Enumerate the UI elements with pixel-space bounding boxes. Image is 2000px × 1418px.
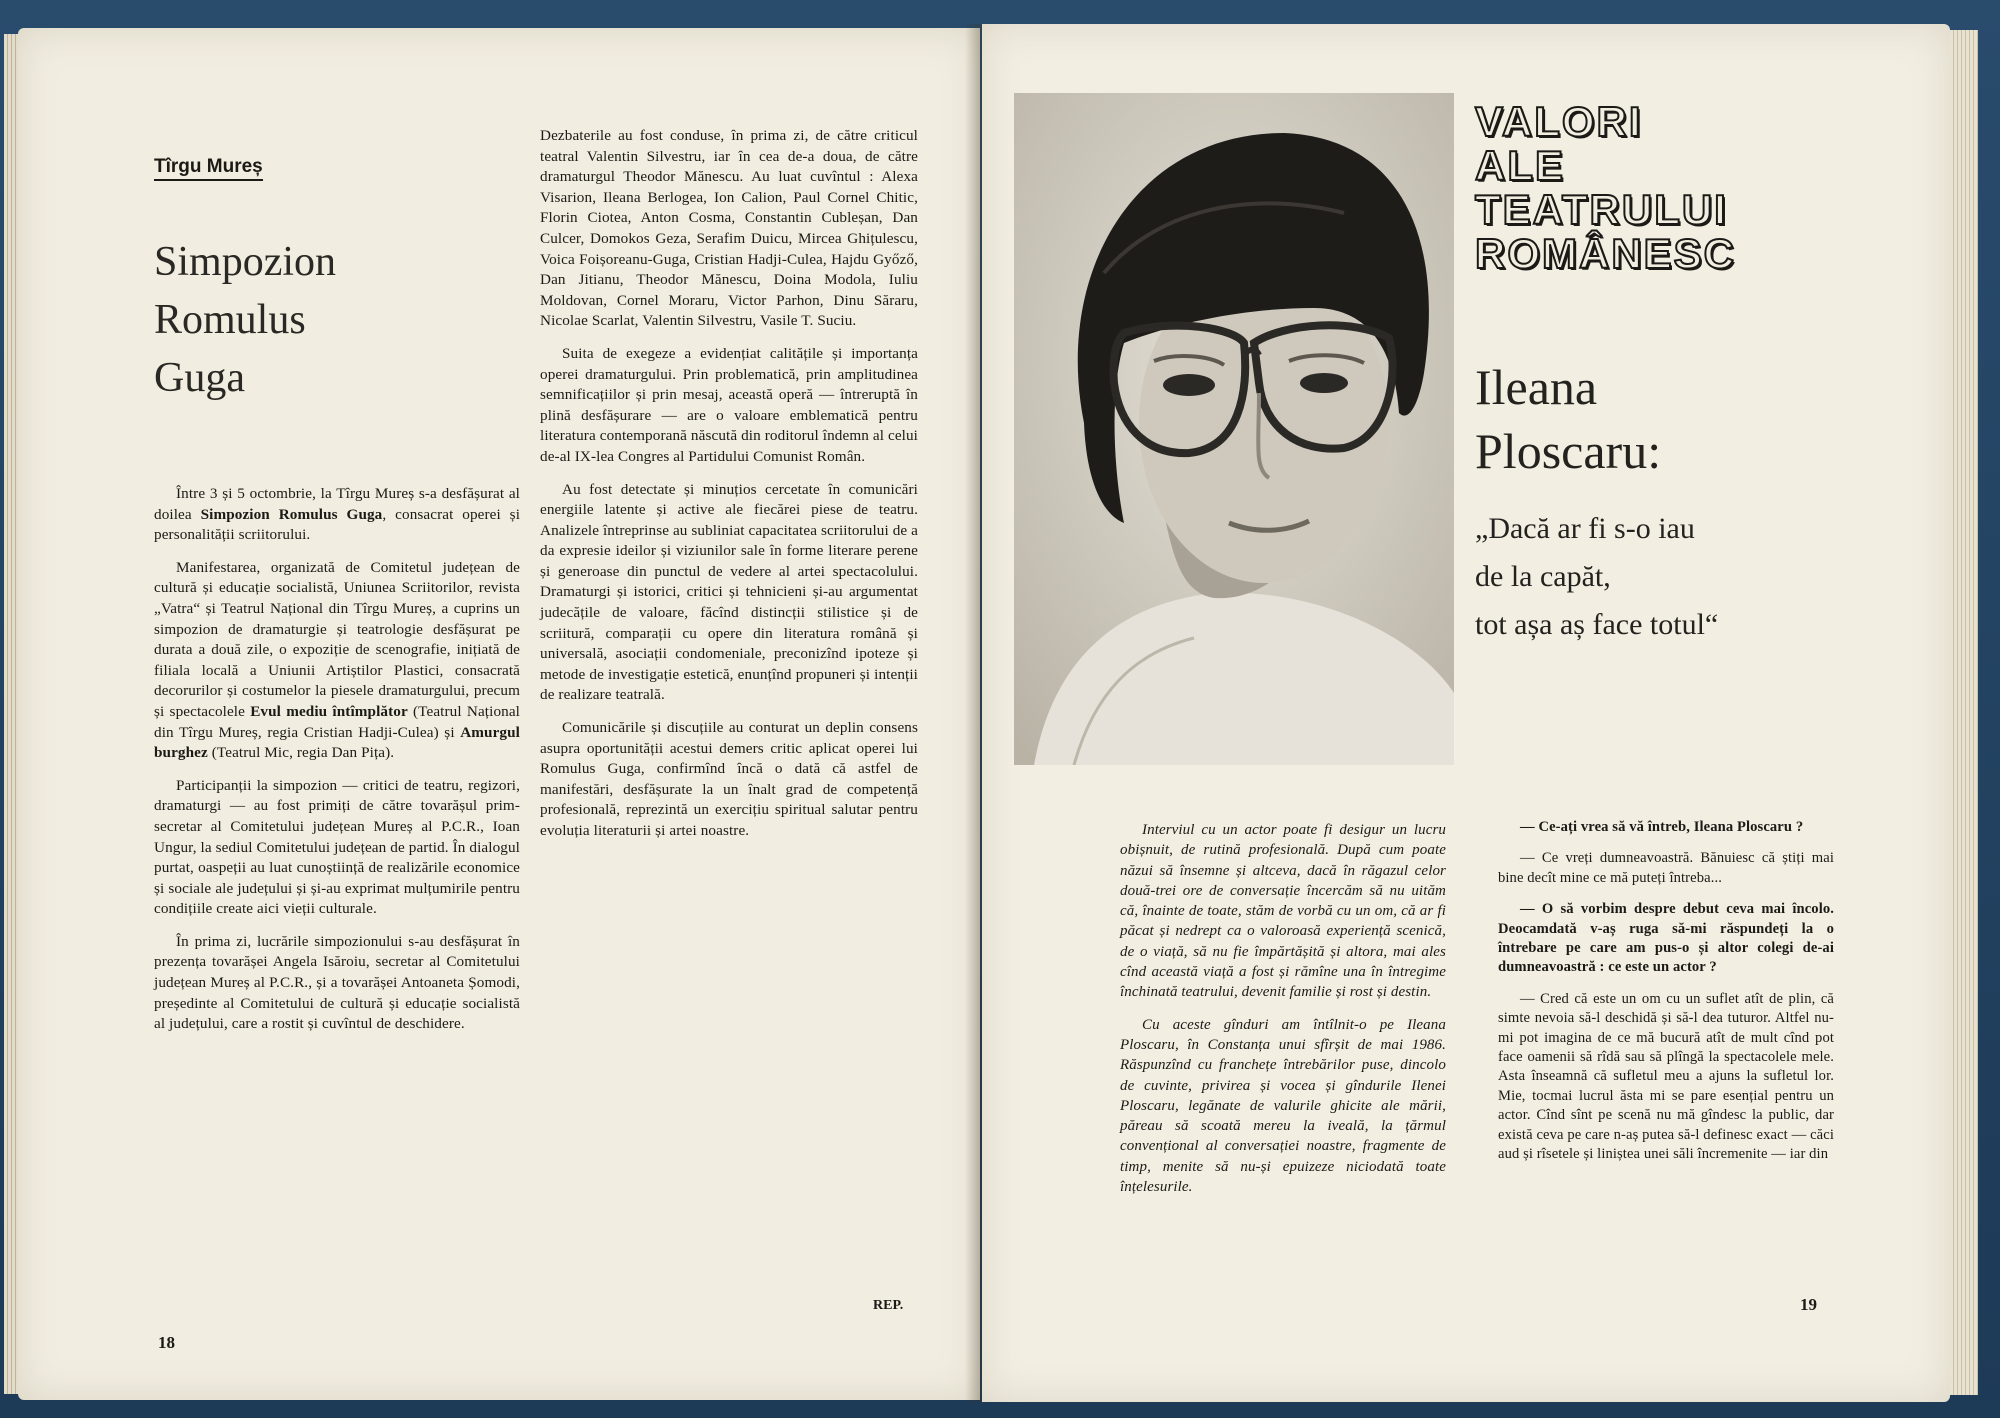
quote-line: de la capăt, (1475, 560, 1611, 593)
interview-answer: — Cred că este un om cu un suflet atît de plin, că simte nevoia să-l deschidă și să-l dea tuturor. Altfel nu-mi pot imagina de ce mă bucură atît de mult cînd pot face oamenii să rîdă sau să plîngă la spectacolele mele. Asta înseamnă că sufletul meu a ajuns la sufletul lor. Mie, tocmai lucrul ăsta mi se pare esențial pentru un actor. Cînd sînt pe scenă nu mă gîndesc la public, dar există ceva pe care n-aș putea să-l definesc exact — căci aud și rîsetele și liniștea unei săli încremenite — iar din (1498, 990, 1834, 1163)
section-label: Tîrgu Mureș (154, 156, 263, 181)
portrait-photo (1014, 93, 1454, 765)
interview-question: — O să vorbim despre debut ceva mai încolo. Deocamdată v-aș ruga să-mi răspundeți la o întrebare pe care am pus-o și altor colegi de-ai dumneavoastră : ce este un actor ? (1498, 901, 1834, 976)
page-number-left: 18 (158, 1333, 175, 1352)
paragraph: Suita de exegeze a evidențiat calitățile și importanța operei dramaturgului. Prin problematică, prin amplitudinea semnificațiilor și prin mesaj, această operă — întreruptă în plină desfășurare — are o valoare emblematică pentru literatura contemporană născută din roditorul îndemn al celui de-al IX-lea Congres al Partidului Comunist Român. (540, 344, 918, 465)
quote-line: „Dacă ar fi s-o iau (1475, 512, 1695, 545)
paragraph: Dezbaterile au fost conduse, în prima zi, de către criticul teatral Valentin Silvestru, iar în cea de-a doua, de către dramaturgul Theodor Mănescu. Au luat cuvîntul : Alexa Visarion, Ileana Berlogea, Ion Calion, Paul Cornel Chitic, Florin Ciotea, Anton Cosma, Constantin Cubleșan, Dan Culcer, Domokos Geza, Serafim Duicu, Mircea Ghițulescu, Voica Foișoreanu-Guga, Cristian Hadji-Culea, Hajdu Győző, Dan Jitianu, Theodor Mănescu, Doina Modola, Iuliu Moldovan, Cornel Moraru, Victor Parhon, Dinu Săraru, Nicolae Scarlat, Valentin Silvestru, Vasile T. Suciu. (540, 127, 918, 330)
interview-intro (1120, 820, 1446, 1209)
series-line: ROMÂNESC (1475, 230, 1737, 277)
headline-quote (1475, 505, 1895, 649)
paragraph: Comunicările și discuțiile au conturat un deplin consens asupra oportunității acestui demers critic aplicat operei lui Romulus Guga, confirmînd încă o dată că astfel de manifestări, desfășurate la un înalt grad de competență profesională, reprezintă un exercițiu spiritual salutar pentru evoluția literaturii și artei noastre. (540, 719, 918, 839)
author-signature: REP. (873, 1298, 904, 1313)
paragraph: În prima zi, lucrările simpozionului s-au desfășurat în prezența tovarășei Angela Isăroiu, secretar al Comitetului județean Mureș al P.C.R., și a tovarășei Antoaneta Șomodi, președinte al Comitetului de cultură și educație socialistă al județului, care a rostit și cuvîntul de deschidere. (154, 932, 520, 1033)
interviewee-name (1475, 355, 1661, 483)
paragraph: Au fost detectate și minuțios cercetate în comunicări energiile latente și active ale fiecărei piese de teatru. Analizele întreprinse au subliniat capacitatea scriitorului de a da expresie ideilor și viziunilor sale în forme literare perene și generoase din punctul de vedere al artei spectacolului. Dramaturgi și istorici, critici și tehnicieni și-au argumentat judecățile de valoare, făcînd distincții stilistice și de scriitură, comparații cu opere din literatura română și universală, asociații condomeniale, preconizînd ipoteze și metode de investigație estetică, enunțînd propuneri și intenții de realizare teatrală. (540, 480, 918, 704)
title-line: Romulus (154, 297, 306, 343)
interview-text (1498, 818, 1834, 1177)
article-column-1 (154, 484, 520, 1047)
page-number-right: 19 (1800, 1295, 1817, 1314)
paragraph: Participanții la simpozion — critici de teatru, regizori, dramaturgi — au fost primiți de către tovarășul prim-secretar al Comitetului județean Mureș al P.C.R., Ioan Ungur, la sediul Comitetului județean de partid. În dialogul purtat, oaspeții au luat cunoștiință de realizările economice și sociale ale județului și și-au exprimat mulțumirile pentru condițiile create aici vieții culturale. (154, 776, 520, 918)
paragraph: Interviul cu un actor poate fi desigur un lucru obișnuit, de rutină profesională. După cum poate năzui să însemne și altceva, dacă în răgazul celor două-trei ore de conversație încercăm să nu uităm că, înainte de toate, stăm de vorbă cu un om, că ar fi păcat și nedrept ca o valoroasă experiență scenică, de o viață, să nu fie împărtășită și altora, mai ales cînd această viață a fost și rămîne una în întregime închinată teatrului, devenit familie și rost și destin. (1120, 822, 1446, 1001)
right-page-stack-edge (1950, 30, 1978, 1395)
series-line: ALE (1475, 142, 1565, 189)
article-title (154, 233, 336, 407)
interview-answer: — Ce vreți dumneavoastră. Bănuiesc că știți mai bine decît mine ce mă puteți întreba... (1498, 850, 1834, 886)
paragraph: Între 3 și 5 octombrie, la Tîrgu Mureș s-a desfășurat al doilea Simpozion Romulus Guga, consacrat operei și personalității scriitorului. (154, 485, 521, 544)
title-line: Simpozion (154, 239, 337, 285)
quote-line: tot așa aș face totul“ (1475, 608, 1719, 641)
paragraph: Cu aceste gînduri am întîlnit-o pe Ileana Ploscaru, în Constanța unui sfîrșit de mai 1986. Răspunzînd cu franchețe întrebărilor puse, dincolo de cuvinte, privirea și vocea și gîndurile Ilenei Ploscaru, legănate de valurile ghicite ale mării, păreau să scoată mereu la iveală, la țărmul convențional al conversației noastre, fragmente de timp, menite să nu-și epuizeze niciodată toate înțelesurile. (1120, 1016, 1446, 1196)
name-line: Ileana (1475, 359, 1598, 415)
left-page (18, 28, 980, 1400)
paragraph: Manifestarea, organizată de Comitetul județean de cultură și educație socialistă, Uniunea Scriitorilor, revista „Vatra“ și Teatrul Național din Tîrgu Mureș, a cuprins un simpozion de dramaturgie și teatrologie desfășurat pe durata a două zile, o expoziție de scenografie, inițiată de filiala locală a Uniunii Artiștilor Plastici, consacrată decorurilor și costumelor la piesele dramaturgului, precum și spectacolele Evul mediu întîmplător (Teatrul Național din Tîrgu Mureș, regia Cristian Hadji-Culea) și Amurgul burghez (Teatrul Mic, regia Dan Pița). (154, 558, 520, 762)
title-line: Guga (154, 355, 245, 401)
series-heading (1475, 100, 1835, 276)
article-column-2 (540, 126, 918, 854)
name-line: Ploscaru: (1475, 423, 1662, 479)
interview-question: — Ce-ați vrea să vă întreb, Ileana Ploscaru ? (1520, 819, 1804, 835)
series-line: VALORI (1475, 98, 1643, 145)
series-line: TEATRULUI (1475, 186, 1728, 233)
portrait-illustration (1014, 93, 1454, 765)
